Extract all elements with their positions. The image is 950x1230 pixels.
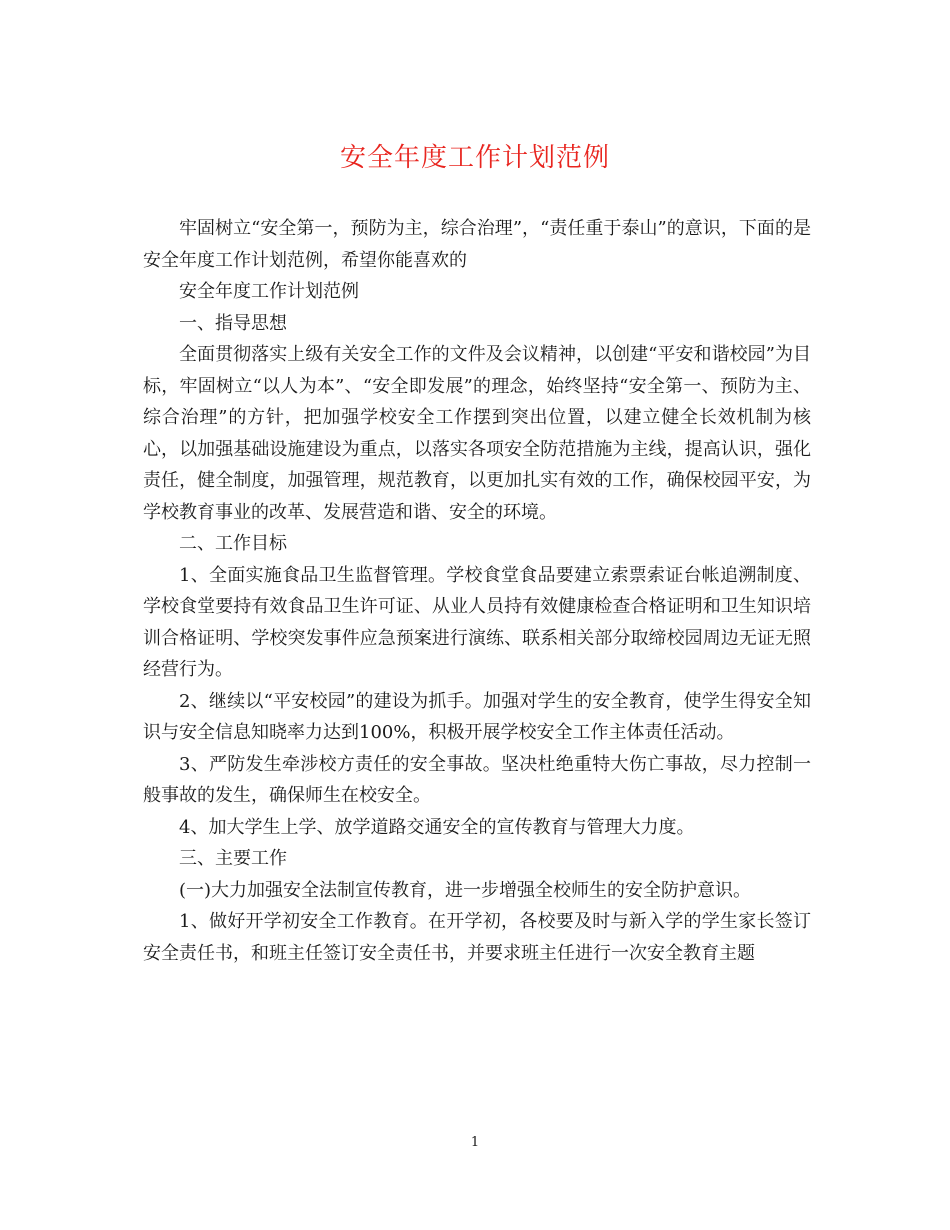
section-heading-work-goals: 二、工作目标 [179, 533, 287, 554]
section-heading-main-work: 三、主要工作 [179, 848, 287, 869]
paragraph-goal-1: 1、全面实施食品卫生监督管理。学校食堂食品要建立索票索证台帐追溯制度、学校食堂要持有效食品卫生许可证、从业人员持有效健康检查合格证明和卫生知识培训合格证明、学校突发事件应急预案进行演练、联系相关部分取缔校园周边无证无照经营行为。 [143, 564, 811, 680]
paragraph-goal-2: 2、继续以“平安校园”的建设为抓手。加强对学生的安全教育，使学生得安全知识与安全信息知晓率力达到100%，积极开展学校安全工作主体责任活动。 [143, 690, 811, 743]
paragraph-work-1: 1、做好开学初安全工作教育。在开学初，各校要及时与新入学的学生家长签订安全责任书，和班主任签订安全责任书，并要求班主任进行一次安全教育主题 [143, 911, 811, 964]
document-title: 安全年度工作计划范例 [339, 143, 610, 173]
subsection-heading-1: (一)大力加强安全法制宣传教育，进一步增强全校师生的安全防护意识。 [179, 879, 752, 901]
paragraph-intro: 牢固树立“安全第一，预防为主，综合治理”，“责任重于泰山”的意识，下面的是安全年度工作计划范例，希望你能喜欢的 [143, 218, 811, 271]
paragraph-goal-4: 4、加大学生上学、放学道路交通安全的宣传教育与管理大力度。 [179, 816, 695, 838]
page-number: 1 [470, 1135, 480, 1150]
paragraph-goal-3: 3、严防发生牵涉校方责任的安全事故。坚决杜绝重特大伤亡事故，尽力控制一般事故的发生，确保师生在校安全。 [143, 753, 811, 806]
paragraph-guiding-ideology: 全面贯彻落实上级有关安全工作的文件及会议精神，以创建“平安和谐校园”为目标，牢固树立“以人为本”、“安全即发展”的理念，始终坚持“安全第一、预防为主、综合治理”的方针，把加强学校安全工作摆到突出位置，以建立健全长效机制为核心，以加强基础设施建设为重点，以落实各项安全防范措施为主线，提高认识，强化责任，健全制度，加强管理，规范教育，以更加扎实有效的工作，确保校园平安，为学校教育事业的改革、发展营造和谐、安全的环境。 [143, 344, 811, 523]
document-body [143, 213, 811, 969]
section-heading-guiding-ideology: 一、指导思想 [179, 312, 287, 334]
paragraph-subtitle: 安全年度工作计划范例 [179, 281, 359, 302]
